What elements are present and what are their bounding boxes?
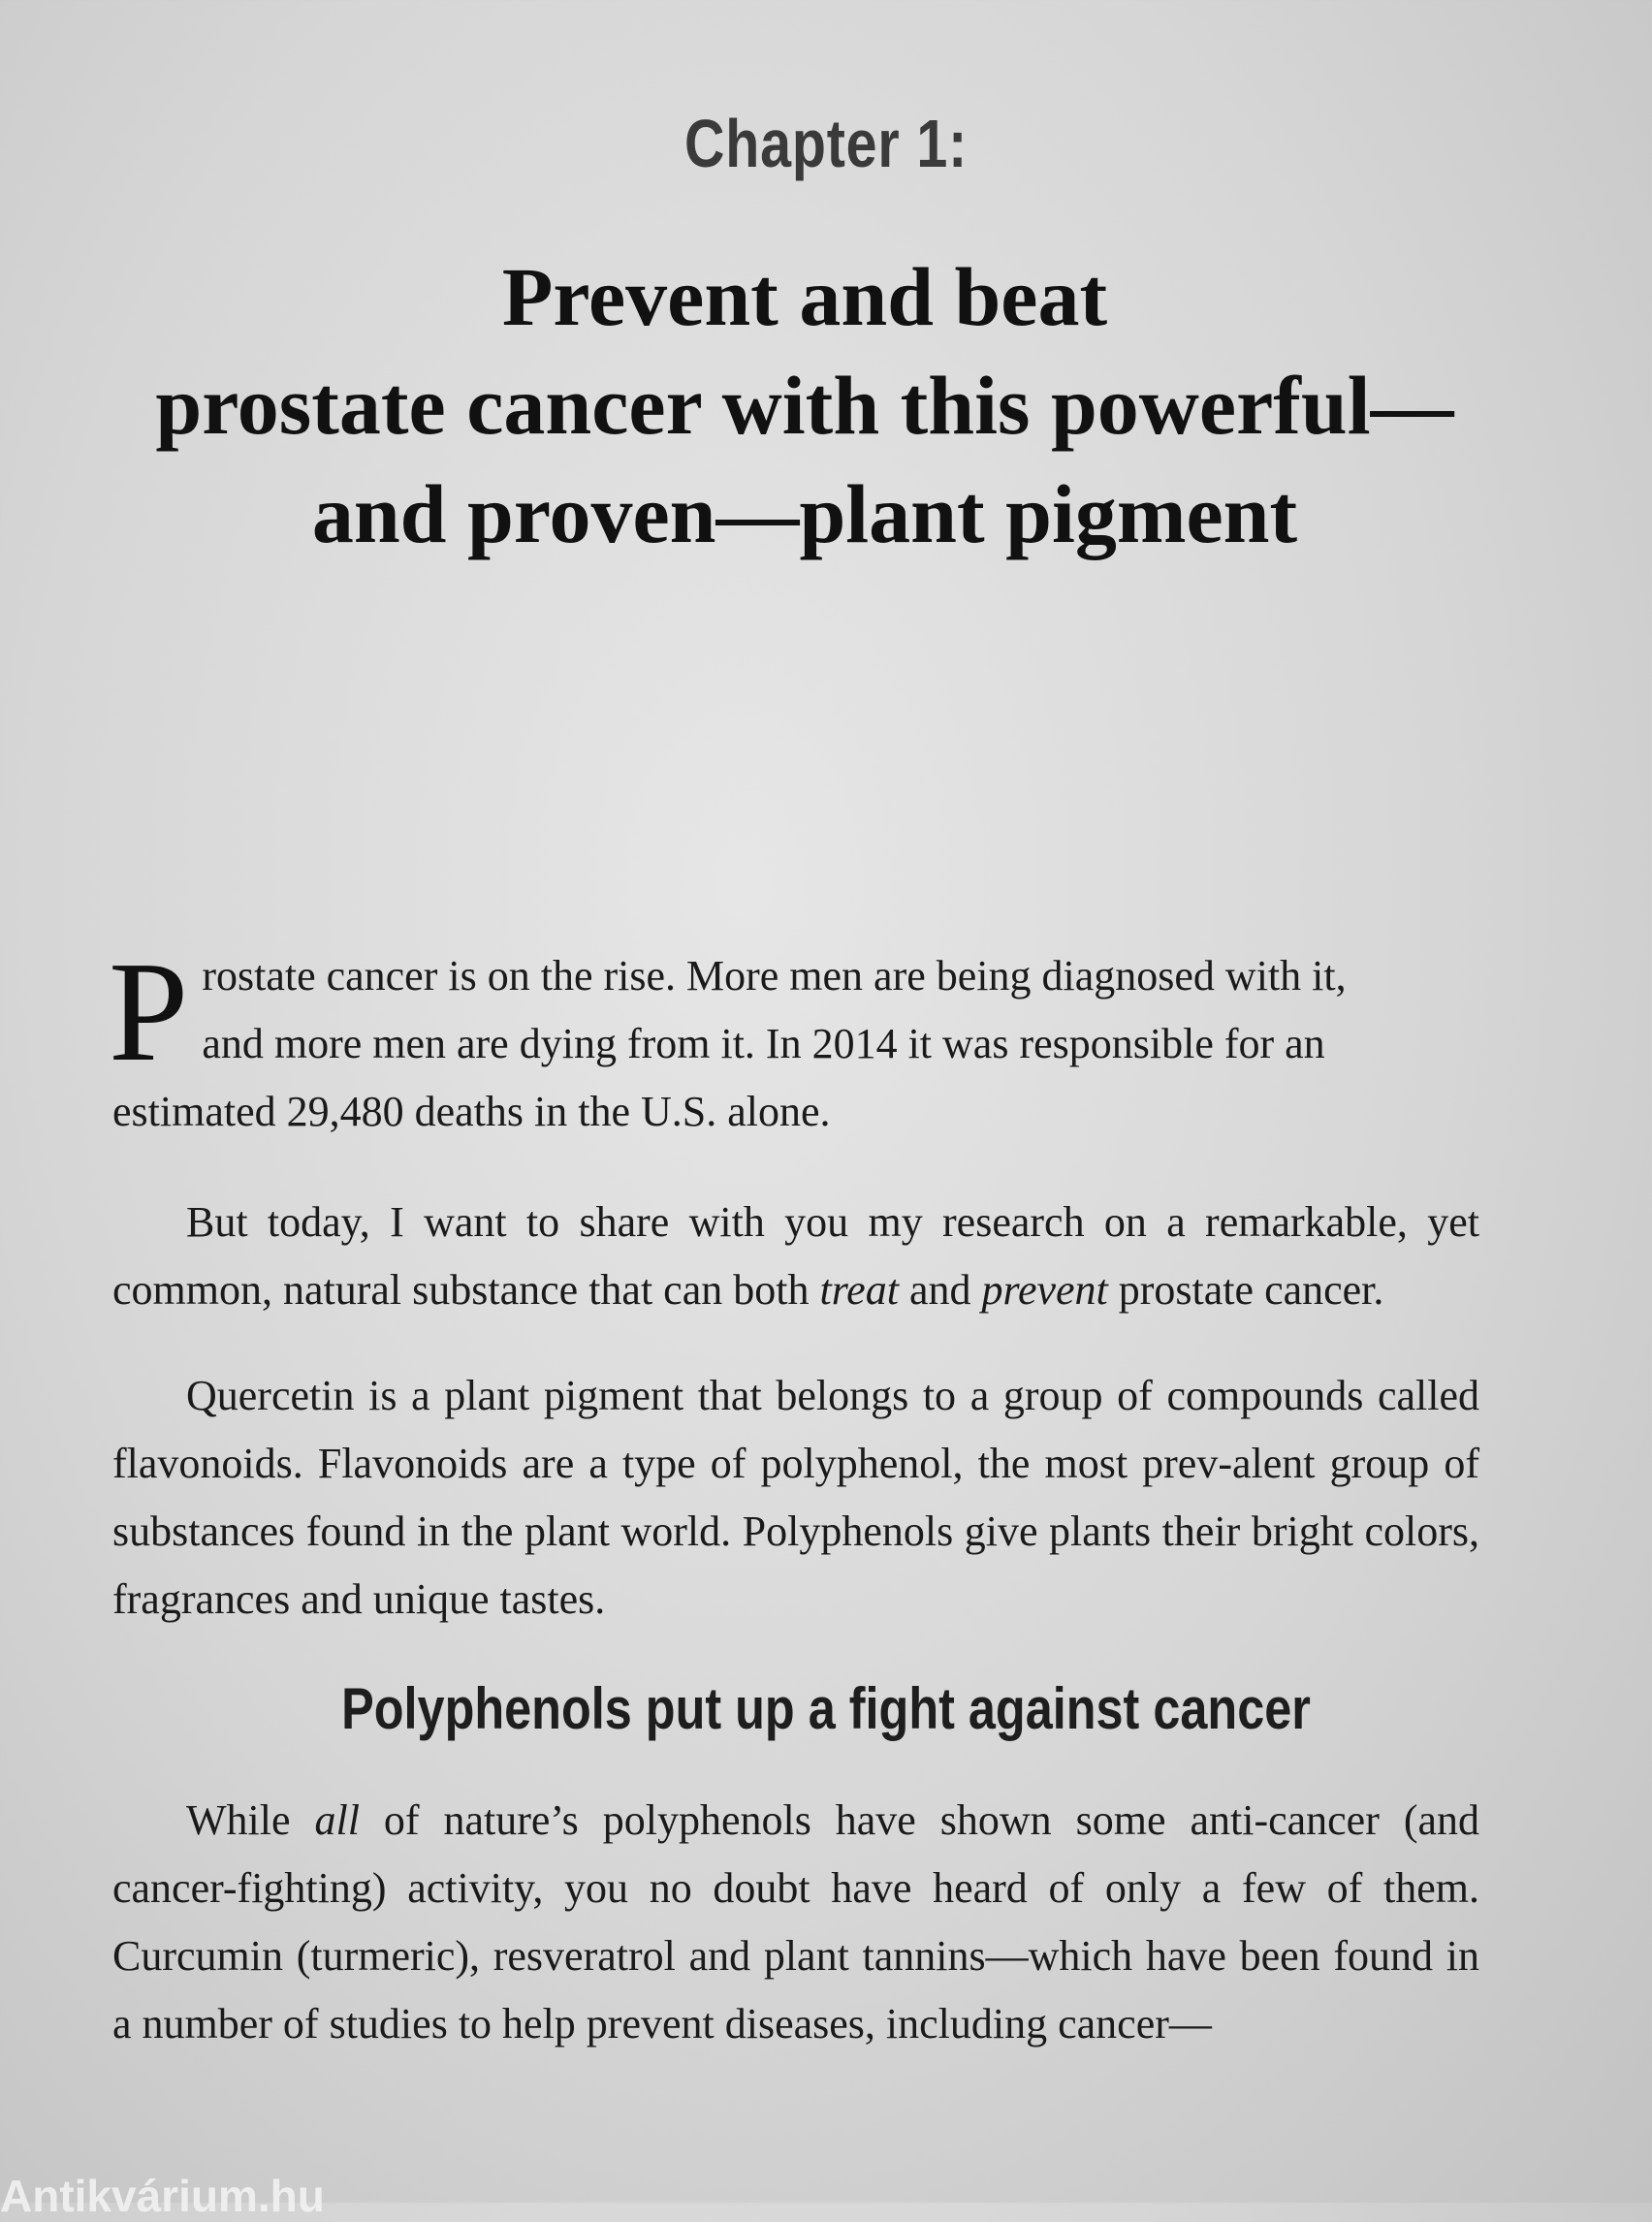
section-heading: Polyphenols put up a fight against cancer bbox=[341, 1676, 1311, 1741]
polyphenols-text-1: While bbox=[186, 1796, 315, 1844]
paragraph-research bbox=[112, 1189, 1479, 1324]
paragraph-research-text bbox=[112, 1189, 1479, 1324]
paragraph-polyphenols bbox=[112, 1787, 1479, 2058]
chapter-number: Chapter 1: bbox=[683, 106, 969, 181]
paragraph-quercetin bbox=[112, 1362, 1479, 1634]
chapter-title-line-3: and proven—plant pigment bbox=[311, 467, 1298, 560]
intro-line-3: estimated 29,480 deaths in the U.S. alone. bbox=[112, 1088, 831, 1135]
watermark: Antikvárium.hu bbox=[0, 2171, 325, 2221]
paragraph-quercetin-text: Quercetin is a plant pigment that belongs to a group of compounds called flavonoids. Flavonoids are a type of polyphenol, the most prev-alent group of substances found in the plant world. Polyphenols give plants their bright colors, fragrances and unique tastes. bbox=[112, 1372, 1479, 1623]
chapter-title-line-1: Prevent and beat bbox=[501, 250, 1108, 343]
research-emphasis-treat: treat bbox=[819, 1266, 899, 1314]
research-text-3: prostate cancer. bbox=[1107, 1266, 1384, 1314]
paragraph-intro bbox=[109, 933, 1479, 1146]
drop-cap: P bbox=[109, 933, 189, 1092]
intro-line-2: and more men are dying from it. In 2014 it was responsible for an bbox=[202, 1020, 1325, 1067]
chapter-title bbox=[107, 242, 1503, 568]
research-text-2: and bbox=[898, 1266, 982, 1314]
research-emphasis-prevent: prevent bbox=[981, 1266, 1108, 1314]
intro-line-1: rostate cancer is on the rise. More men are being diagnosed with it, bbox=[202, 952, 1347, 1000]
research-text-1: But today, I want to share with you my research on a remarkable, yet common, natural substance that can both bbox=[112, 1198, 1479, 1314]
polyphenols-emphasis-all: all bbox=[314, 1796, 360, 1844]
polyphenols-text-2: of nature’s polyphenols have shown some anti-cancer (and cancer-fighting) activity, you no doubt have heard of only a few of them. Curcumin (turmeric), resveratrol and plant tannins—which have been found in a number of studies to help prevent diseases, including cancer— bbox=[112, 1796, 1479, 2047]
paragraph-polyphenols-text bbox=[112, 1787, 1479, 2058]
chapter-title-line-2: prostate cancer with this powerful— bbox=[155, 359, 1454, 452]
